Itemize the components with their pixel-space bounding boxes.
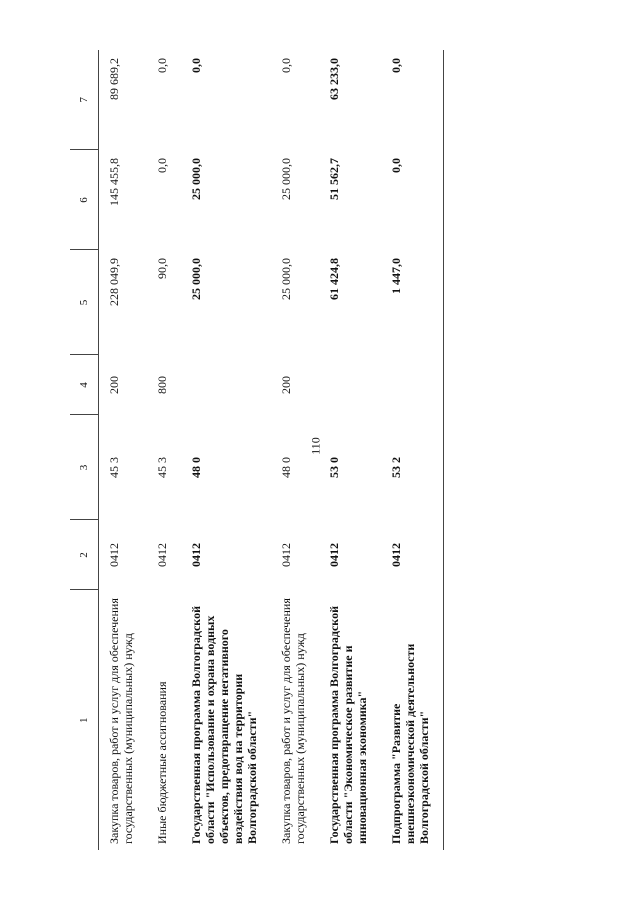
row-name: Подпрограмма "Развитие внешнеэкономической деятельности Волгоградской области" (381, 590, 444, 850)
row-name: Иные бюджетные ассигнования (155, 681, 169, 844)
budget-table (70, 50, 444, 850)
expense-type (181, 355, 271, 415)
column-header: 1 (70, 590, 99, 850)
amount-col7: 0,0 (189, 58, 203, 73)
table-container (70, 50, 600, 850)
page-number: 110 (308, 437, 323, 455)
amount-col7: 89 689,2 (107, 58, 121, 100)
amount-col7: 0,0 (279, 58, 293, 73)
section-code: 0412 (279, 543, 293, 567)
header-row (70, 50, 99, 850)
section-code: 0412 (155, 543, 169, 567)
table-row (319, 50, 381, 850)
row-name: Закупка товаров, работ и услуг для обеспечения государственных (муниципальных) нужд (107, 598, 135, 844)
target-code: 48 0 (189, 457, 203, 478)
amount-col6: 0,0 (155, 158, 169, 173)
target-code: 53 0 (327, 457, 341, 478)
table-rotated-frame (70, 50, 600, 850)
amount-col6: 25 000,0 (279, 158, 293, 200)
column-header: 3 (70, 415, 99, 520)
section-code: 0412 (381, 520, 444, 590)
amount-col7: 63 233,0 (327, 58, 341, 100)
expense-type: 800 (155, 376, 169, 394)
target-code: 48 0 (279, 457, 293, 478)
column-header: 4 (70, 355, 99, 415)
target-code: 53 2 (381, 415, 444, 520)
expense-type: 200 (279, 376, 293, 394)
amount-col7: 0,0 (155, 58, 169, 73)
column-header: 5 (70, 250, 99, 355)
target-code: 45 3 (155, 457, 169, 478)
row-name: Государственная программа Волгоградской области "Использование и охрана водных объектов, предотвращение негативного воздействия вод на территории Волгоградской области" (189, 606, 259, 844)
column-header: 7 (70, 50, 99, 150)
amount-col5: 25 000,0 (279, 258, 293, 300)
expense-type (381, 355, 444, 415)
amount-col5: 25 000,0 (189, 258, 203, 300)
section-code: 0412 (107, 543, 121, 567)
table-header (70, 50, 99, 850)
table-row (181, 50, 271, 850)
section-code: 0412 (327, 543, 341, 567)
table-row (271, 50, 319, 850)
table-row (99, 50, 148, 850)
amount-col7: 0,0 (381, 50, 444, 150)
amount-col5: 61 424,8 (327, 258, 341, 300)
row-name: Закупка товаров, работ и услуг для обеспечения государственных (муниципальных) нужд (279, 598, 307, 844)
amount-col6: 0,0 (381, 150, 444, 250)
amount-col6: 145 455,8 (107, 158, 121, 206)
table-row (147, 50, 181, 850)
table-body (99, 50, 444, 850)
column-header: 2 (70, 520, 99, 590)
amount-col5: 1 447,0 (381, 250, 444, 355)
table-row (381, 50, 444, 850)
target-code: 45 3 (107, 457, 121, 478)
section-code: 0412 (189, 543, 203, 567)
column-header: 6 (70, 150, 99, 250)
amount-col6: 51 562,7 (327, 158, 341, 200)
amount-col6: 25 000,0 (189, 158, 203, 200)
expense-type (319, 355, 381, 415)
amount-col5: 228 049,9 (107, 258, 121, 306)
expense-type: 200 (107, 376, 121, 394)
amount-col5: 90,0 (155, 258, 169, 279)
row-name: Государственная программа Волгоградской области "Экономическое развитие и инновационная экономика" (327, 606, 369, 844)
